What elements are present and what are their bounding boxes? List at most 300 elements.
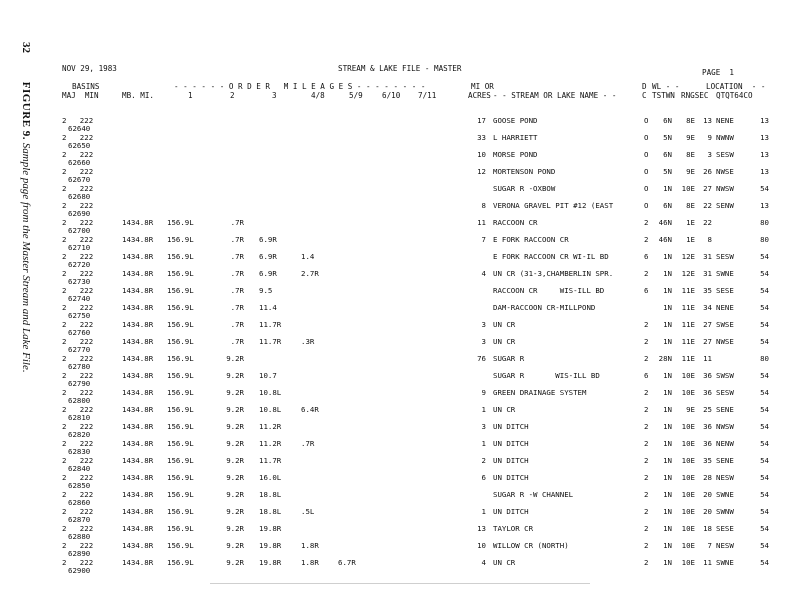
stream-name-cell: MORSE POND [493,150,538,159]
mb-mi-cell: 1434.8R [122,439,154,448]
basin-cell: 2 222 [62,150,94,159]
mb-mi-cell: 1434.8R [122,354,154,363]
stream-name-cell: E FORK RACCOON CR [493,235,569,244]
col-order-7-11: 7/11 [418,91,437,100]
township-cell: 1N [663,269,672,278]
code-cell: 62720 [68,260,91,269]
acres-cell: 76 [477,354,486,363]
code-cell: 62750 [68,311,91,320]
order2-cell: 9.2R [226,507,244,516]
basin-cell: 2 222 [62,201,94,210]
section-cell: 18 [703,524,712,533]
code-cell: 62790 [68,379,91,388]
acres-cell: 17 [477,116,486,125]
col-maj-min: MAJ MIN [62,91,99,100]
order2-cell: .7R [230,303,244,312]
county-cell: 54 [760,558,769,567]
range-cell: 10E [681,558,695,567]
dc-cell: 6 [644,371,649,380]
col-qtqt64co: QTQT64CO [716,91,753,100]
range-cell: 11E [681,320,695,329]
township-cell: 46N [658,218,672,227]
dc-cell: 2 [644,320,649,329]
quarter-cell: NWSW [716,184,734,193]
table-row [56,252,782,269]
basin-cell: 2 222 [62,388,94,397]
stream-name-cell: UN CR (31-3,CHAMBERLIN SPR. [493,269,614,278]
order2-cell: 9.2R [226,541,244,550]
order3-cell: 10.7 [259,371,277,380]
mb-mi-cell: 1434.8R [122,473,154,482]
county-cell: 54 [760,252,769,261]
stream-name-cell: TAYLOR CR [493,524,534,533]
acres-cell: 1 [481,405,486,414]
figure-caption: Sample page from the Master Stream and Lake File. [20,142,32,373]
col-order-3: 3 [272,91,277,100]
stream-name-cell: UN CR [493,558,516,567]
stream-name-cell: UN CR [493,405,516,414]
township-cell: 1N [663,320,672,329]
quarter-cell: SESW [716,388,734,397]
code-cell: 62890 [68,549,91,558]
code-cell: 62700 [68,226,91,235]
quarter-cell: NENW [716,439,734,448]
table-row [56,303,782,320]
section-cell: 20 [703,507,712,516]
acres-cell: 10 [477,541,486,550]
acres-cell: 9 [481,388,486,397]
col-order-4-8: 4/8 [311,91,325,100]
quarter-cell: SESE [716,524,734,533]
quarter-cell: SWNE [716,490,734,499]
table-row [56,354,782,371]
table-row [56,490,782,507]
dc-cell: 2 [644,337,649,346]
quarter-cell: SENW [716,201,734,210]
quarter-cell: SESE [716,286,734,295]
county-cell: 54 [760,303,769,312]
order2-cell: 9.2R [226,524,244,533]
dc-cell: 2 [644,473,649,482]
basin-cell: 2 222 [62,116,94,125]
code-cell: 62880 [68,532,91,541]
order2-cell: 9.2R [226,490,244,499]
basin-cell: 2 222 [62,524,94,533]
table-row [56,133,782,150]
order1-cell: 156.9L [167,473,194,482]
order1-cell: 156.9L [167,558,194,567]
basin-cell: 2 222 [62,269,94,278]
dc-cell: 2 [644,235,649,244]
order3-cell: 18.8L [259,507,282,516]
acres-cell: 1 [481,439,486,448]
code-cell: 62830 [68,447,91,456]
margin-caption [0,0,50,600]
county-cell: 80 [760,218,769,227]
code-cell: 62730 [68,277,91,286]
col-acres: ACRES [468,91,491,100]
acres-cell: 11 [477,218,486,227]
table-row [56,422,782,439]
acres-cell: 1 [481,507,486,516]
table-row [56,405,782,422]
order59-cell: 6.7R [338,558,356,567]
order3-cell: 11.2R [259,439,282,448]
range-cell: 10E [681,184,695,193]
order1-cell: 156.9L [167,269,194,278]
order3-cell: 19.8R [259,524,282,533]
county-cell: 54 [760,490,769,499]
acres-cell: 4 [481,269,486,278]
range-cell: 10E [681,541,695,550]
table-row [56,558,782,575]
code-cell: 62900 [68,566,91,575]
stream-name-cell: E FORK RACCOON CR WI-IL BD [493,252,609,261]
stream-name-cell: UN CR [493,320,516,329]
range-cell: 1E [686,218,695,227]
order3-cell: 19.8R [259,541,282,550]
order3-cell: 6.9R [259,269,277,278]
table-row [56,167,782,184]
order48-cell: 6.4R [301,405,319,414]
dc-cell: 2 [644,269,649,278]
stream-name-cell: UN DITCH [493,456,529,465]
code-cell: 62860 [68,498,91,507]
section-cell: 36 [703,422,712,431]
table-row [56,116,782,133]
township-cell: 6N [663,201,672,210]
quarter-cell: SWSE [716,320,734,329]
code-cell: 62640 [68,124,91,133]
section-cell: 7 [707,541,712,550]
mb-mi-cell: 1434.8R [122,286,154,295]
county-cell: 80 [760,235,769,244]
quarter-cell: SWNE [716,558,734,567]
dc-cell: 6 [644,252,649,261]
county-cell: 54 [760,439,769,448]
range-cell: 8E [686,150,695,159]
table-row [56,337,782,354]
range-cell: 10E [681,507,695,516]
order2-cell: 9.2R [226,473,244,482]
township-cell: 6N [663,116,672,125]
township-cell: 1N [663,524,672,533]
page-number: 32 [20,42,32,53]
county-cell: 54 [760,337,769,346]
basin-cell: 2 222 [62,558,94,567]
section-cell: 26 [703,167,712,176]
quarter-cell: NWSE [716,167,734,176]
stream-name-cell: L HARRIETT [493,133,538,142]
printout-sheet [56,58,782,575]
code-cell: 62650 [68,141,91,150]
dc-cell: 6 [644,286,649,295]
dc-cell: 2 [644,422,649,431]
order3-cell: 10.8L [259,405,282,414]
acres-cell: 3 [481,337,486,346]
stream-name-cell: MORTENSON POND [493,167,556,176]
mb-mi-cell: 1434.8R [122,456,154,465]
mb-mi-cell: 1434.8R [122,218,154,227]
county-cell: 54 [760,524,769,533]
basin-cell: 2 222 [62,422,94,431]
order1-cell: 156.9L [167,388,194,397]
basin-cell: 2 222 [62,235,94,244]
mb-mi-cell: 1434.8R [122,337,154,346]
dc-cell: O [644,201,649,210]
quarter-cell: NWSW [716,422,734,431]
basin-cell: 2 222 [62,337,94,346]
dc-cell: 2 [644,490,649,499]
order1-cell: 156.9L [167,235,194,244]
township-cell: 1N [663,286,672,295]
order2-cell: .7R [230,252,244,261]
county-cell: 54 [760,371,769,380]
col-location: LOCATION - - [706,82,766,91]
dc-cell: O [644,184,649,193]
section-cell: 27 [703,320,712,329]
order48-cell: .5L [301,507,315,516]
section-cell: 20 [703,490,712,499]
order2-cell: 9.2R [226,354,244,363]
range-cell: 12E [681,252,695,261]
stream-name-cell: UN DITCH [493,507,529,516]
stream-name-cell: SUGAR R -W CHANNEL [493,490,574,499]
order1-cell: 156.9L [167,405,194,414]
order48-cell: 2.7R [301,269,319,278]
stream-name-cell: UN DITCH [493,439,529,448]
page-bottom-rule [210,583,590,584]
township-cell: 1N [663,405,672,414]
acres-cell: 3 [481,422,486,431]
order3-cell: 11.7R [259,320,282,329]
code-cell: 62670 [68,175,91,184]
page-indicator: PAGE 1 [702,68,735,77]
township-cell: 5N [663,133,672,142]
township-cell: 1N [663,439,672,448]
county-cell: 54 [760,269,769,278]
code-cell: 62660 [68,158,91,167]
quarter-cell: SWNE [716,269,734,278]
county-cell: 54 [760,405,769,414]
dc-cell: 2 [644,456,649,465]
code-cell: 62810 [68,413,91,422]
section-cell: 25 [703,405,712,414]
basin-cell: 2 222 [62,371,94,380]
dc-cell: O [644,116,649,125]
section-cell: 22 [703,201,712,210]
mb-mi-cell: 1434.8R [122,422,154,431]
stream-name-cell: SUGAR R -OXBOW [493,184,556,193]
order1-cell: 156.9L [167,422,194,431]
col-tstwn: TSTWN [652,91,675,100]
quarter-cell: SWNW [716,507,734,516]
range-cell: 11E [681,354,695,363]
mb-mi-cell: 1434.8R [122,388,154,397]
basin-cell: 2 222 [62,286,94,295]
order2-cell: .7R [230,337,244,346]
table-row [56,439,782,456]
basin-cell: 2 222 [62,133,94,142]
table-row [56,269,782,286]
code-cell: 62760 [68,328,91,337]
section-cell: 28 [703,473,712,482]
township-cell: 1N [663,184,672,193]
mb-mi-cell: 1434.8R [122,490,154,499]
range-cell: 12E [681,269,695,278]
acres-cell: 2 [481,456,486,465]
dc-cell: O [644,133,649,142]
county-cell: 54 [760,541,769,550]
order2-cell: 9.2R [226,405,244,414]
code-cell: 62770 [68,345,91,354]
acres-cell: 6 [481,473,486,482]
county-cell: 54 [760,320,769,329]
order1-cell: 156.9L [167,303,194,312]
section-cell: 3 [707,150,712,159]
col-d: D [642,82,647,91]
township-cell: 1N [663,371,672,380]
order2-cell: .7R [230,286,244,295]
table-row [56,388,782,405]
order3-cell: 11.4 [259,303,277,312]
dc-cell: 2 [644,439,649,448]
section-cell: 9 [707,133,712,142]
stream-name-cell: GREEN DRAINAGE SYSTEM [493,388,587,397]
range-cell: 9E [686,405,695,414]
col-c: C [642,91,647,100]
order2-cell: 9.2R [226,388,244,397]
order2-cell: .7R [230,218,244,227]
order1-cell: 156.9L [167,354,194,363]
mb-mi-cell: 1434.8R [122,507,154,516]
stream-name-cell: DAM-RACCOON CR-MILLPOND [493,303,596,312]
mb-mi-cell: 1434.8R [122,541,154,550]
quarter-cell: NWNW [716,133,734,142]
basin-cell: 2 222 [62,507,94,516]
county-cell: 54 [760,422,769,431]
table-row [56,235,782,252]
quarter-cell: NESW [716,473,734,482]
order48-cell: 1.8R [301,541,319,550]
table-row [56,320,782,337]
county-cell: 54 [760,388,769,397]
dc-cell: 2 [644,354,649,363]
code-cell: 62780 [68,362,91,371]
basin-cell: 2 222 [62,184,94,193]
range-cell: 8E [686,201,695,210]
county-cell: 13 [760,133,769,142]
township-cell: 46N [658,235,672,244]
dc-cell: 2 [644,218,649,227]
col-order-mileages: - - - - - - O R D E R M I L E A G E S - - - - - - - - [174,82,426,91]
stream-name-cell: UN DITCH [493,422,529,431]
order1-cell: 156.9L [167,541,194,550]
quarter-cell: SWSW [716,371,734,380]
range-cell: 8E [686,116,695,125]
report-date: NOV 29, 1983 [62,64,117,73]
township-cell: 28N [658,354,672,363]
table-row [56,456,782,473]
col-wl: WL - - [652,82,680,91]
order3-cell: 9.5 [259,286,273,295]
dc-cell: O [644,150,649,159]
dc-cell: 2 [644,507,649,516]
quarter-cell: NENE [716,116,734,125]
county-cell: 13 [760,116,769,125]
section-cell: 36 [703,388,712,397]
order2-cell: .7R [230,320,244,329]
acres-cell: 33 [477,133,486,142]
order1-cell: 156.9L [167,252,194,261]
order2-cell: .7R [230,269,244,278]
order2-cell: 9.2R [226,456,244,465]
order3-cell: 11.7R [259,337,282,346]
range-cell: 11E [681,337,695,346]
order1-cell: 156.9L [167,337,194,346]
code-cell: 62740 [68,294,91,303]
dc-cell: 2 [644,405,649,414]
order3-cell: 19.8R [259,558,282,567]
quarter-cell: NENE [716,303,734,312]
county-cell: 13 [760,201,769,210]
section-cell: 36 [703,439,712,448]
order1-cell: 156.9L [167,524,194,533]
county-cell: 54 [760,286,769,295]
order2-cell: 9.2R [226,439,244,448]
range-cell: 10E [681,456,695,465]
township-cell: 1N [663,507,672,516]
mb-mi-cell: 1434.8R [122,235,154,244]
stream-name-cell: UN DITCH [493,473,529,482]
basin-cell: 2 222 [62,303,94,312]
section-cell: 13 [703,116,712,125]
section-cell: 27 [703,337,712,346]
section-cell: 22 [703,218,712,227]
mb-mi-cell: 1434.8R [122,303,154,312]
order1-cell: 156.9L [167,218,194,227]
quarter-cell: SENE [716,456,734,465]
figure-label: FIGURE 9. [20,81,32,141]
section-cell: 31 [703,252,712,261]
col-order-1: 1 [188,91,193,100]
stream-name-cell: WILLOW CR (NORTH) [493,541,569,550]
table-row [56,541,782,558]
basin-cell: 2 222 [62,320,94,329]
acres-cell: 7 [481,235,486,244]
section-cell: 35 [703,286,712,295]
township-cell: 1N [663,388,672,397]
order1-cell: 156.9L [167,320,194,329]
township-cell: 1N [663,541,672,550]
township-cell: 5N [663,167,672,176]
basin-cell: 2 222 [62,541,94,550]
acres-cell: 8 [481,201,486,210]
acres-cell: 3 [481,320,486,329]
order2-cell: 9.2R [226,422,244,431]
county-cell: 54 [760,456,769,465]
section-cell: 36 [703,371,712,380]
col-mi-or: MI OR [471,82,494,91]
col-rngsec: RNGSEC [681,91,709,100]
order3-cell: 10.8L [259,388,282,397]
section-cell: 8 [707,235,712,244]
code-cell: 62870 [68,515,91,524]
table-row [56,201,782,218]
dc-cell: 2 [644,558,649,567]
range-cell: 10E [681,490,695,499]
acres-cell: 13 [477,524,486,533]
